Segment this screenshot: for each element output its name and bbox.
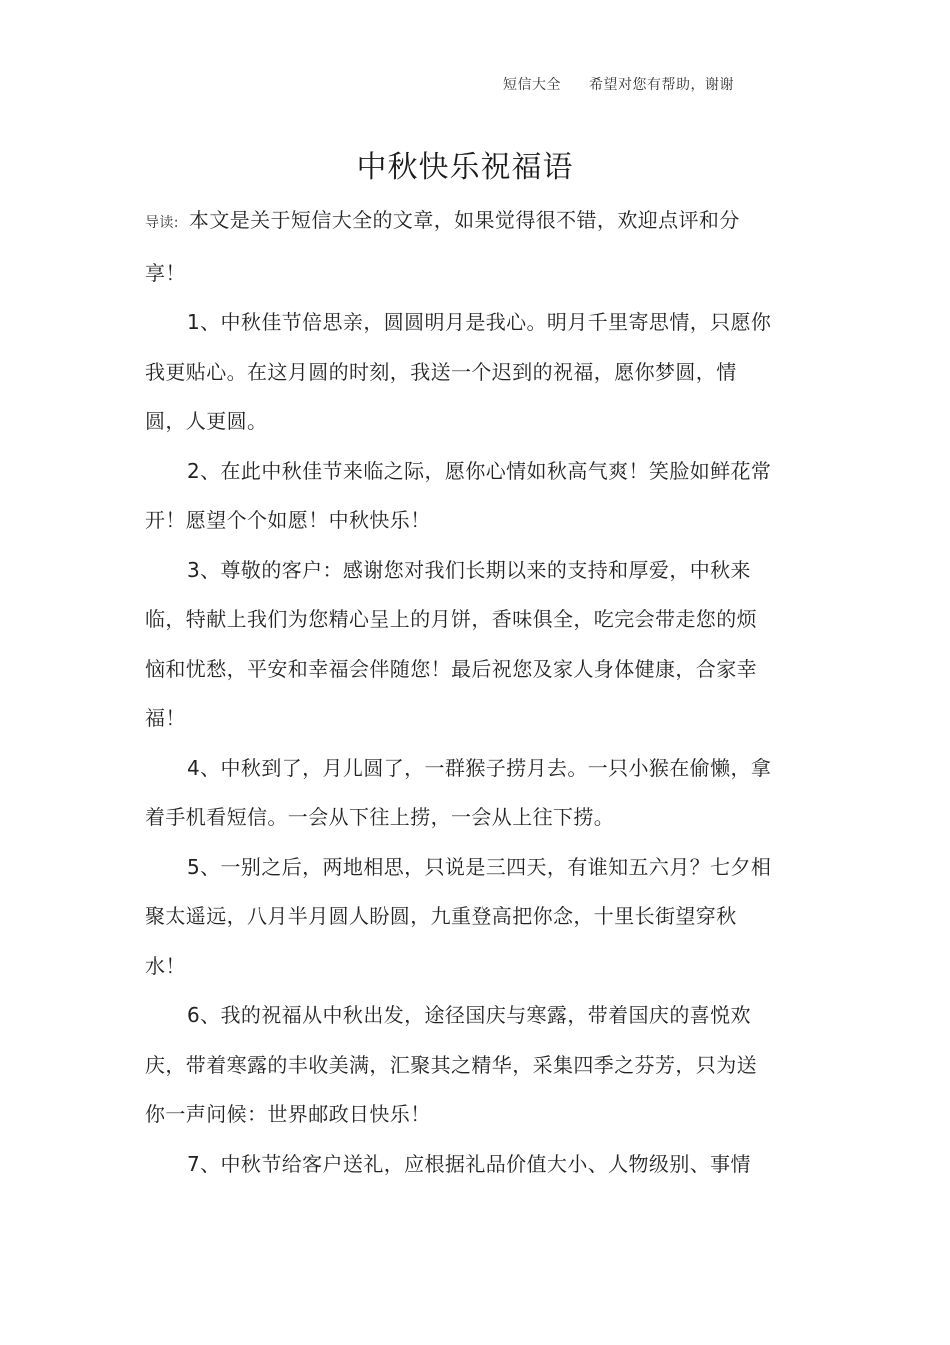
wish-paragraph-4: 4、中秋到了，月儿圆了，一群猴子捞月去。一只小猴在偷懒，拿着手机看短信。一会从下往上捞，一会从上往下捞。: [145, 755, 772, 829]
intro-paragraph: [145, 196, 775, 298]
page-header: [503, 74, 734, 94]
intro-label: 导读:: [145, 215, 179, 231]
header-tagline: 希望对您有帮助，谢谢: [589, 77, 734, 93]
wish-paragraph-6: 6、我的祝福从中秋出发，途径国庆与寒露，带着国庆的喜悦欢庆，带着寒露的丰收美满，汇聚其之精华，采集四季之芬芳，只为送你一声问候：世界邮政日快乐！: [145, 1003, 757, 1126]
document-title: 中秋快乐祝福语: [356, 150, 574, 185]
wish-paragraph-7: 7、中秋节给客户送礼，应根据礼品价值大小、人物级别、事情: [187, 1151, 751, 1176]
wish-paragraph-3: 3、尊敬的客户：感谢您对我们长期以来的支持和厚爱，中秋来临，特献上我们为您精心呈上的月饼，香味俱全，吃完会带走您的烦恼和忧愁，平安和幸福会伴随您！最后祝您及家人身体健康，合家幸福！: [145, 557, 757, 730]
wish-paragraph-1: 1、中秋佳节倍思亲，圆圆明月是我心。明月千里寄思情，只愿你我更贴心。在这月圆的时刻，我送一个迟到的祝福，愿你梦圆，情圆，人更圆。: [145, 310, 772, 433]
wish-paragraph-5: 5、一别之后，两地相思，只说是三四天，有谁知五六月？七夕相聚太遥远，八月半月圆人盼圆，九重登高把你念，十里长街望穿秋水！: [145, 854, 772, 978]
wish-paragraph-2: 2、在此中秋佳节来临之际，愿你心情如秋高气爽！笑脸如鲜花常开！愿望个个如愿！中秋快乐！: [145, 458, 772, 532]
intro-text: 本文是关于短信大全的文章，如果觉得很不错，欢迎点评和分享！: [145, 208, 740, 285]
document-body: [145, 196, 775, 1189]
header-site-name: 短信大全: [503, 77, 561, 93]
